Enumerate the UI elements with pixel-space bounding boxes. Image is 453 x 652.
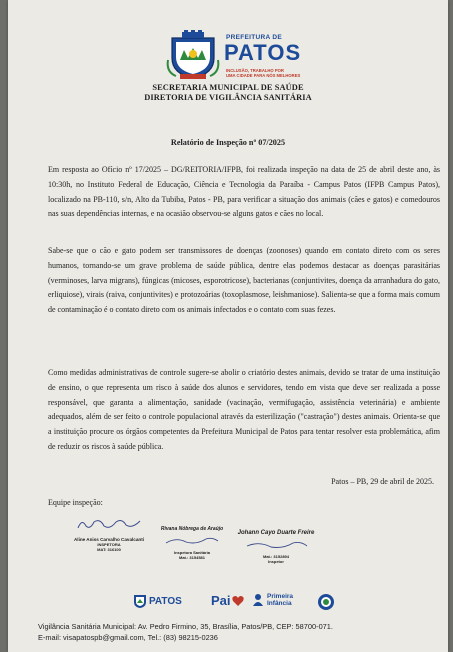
- document-header: [8, 83, 448, 103]
- signatory-3-name: Johann Cayo Duarte Freire: [237, 530, 315, 536]
- footer-logo-patos-text: PATOS: [149, 595, 182, 607]
- signatory-1-name: Aline Aniss Carvalho Cavalcanti: [73, 537, 145, 542]
- date-line: Patos – PB, 29 de abril de 2025.: [331, 477, 434, 486]
- brand-small: PREFEITURA DE: [226, 34, 283, 41]
- signatory-1-role: INSPETORA: [97, 542, 121, 547]
- signature-block-1: [64, 516, 154, 552]
- signature-block-2: [152, 526, 232, 560]
- footer-logo-pai-text: Pai: [211, 593, 231, 608]
- secretaria-heading: SECRETARIA MUNICIPAL DE SAÚDE: [152, 83, 304, 92]
- city-crest-icon: [166, 30, 220, 80]
- signature-block-3: [226, 530, 326, 564]
- signatory-2-name: Rivana Nóbrega de Araújo: [160, 526, 224, 532]
- brand-tagline-line-2: UMA CIDADE PARA NÓS MELHORES: [226, 73, 301, 78]
- signatory-3-mat: Mat.: 3152894: [262, 554, 289, 559]
- footer-contact: E-mail: visapatospb@gmail.com, Tel.: (83) 98215-0236: [38, 633, 218, 642]
- team-label: Equipe inspeção:: [48, 498, 103, 507]
- signatory-1-mat: MAT: 316100: [97, 547, 121, 552]
- paragraph-1: Em resposta ao Ofício nº 17/2025 – DG/REITORIA/IFPB, foi realizada inspeção na data de 25 de abril deste ano, às 10:30h, no Instituto Federal de Educação, Ciência e Tecnologia da Paraíba - Campus Patos (IFPB Campus Patos), localizado na PB-110, s/n, Alto da Tubiba, Patos - PB, para verificar a situação dos animais (cães e gatos) e comedouros nas suas dependências internas, e na ocasião observou-se alguns gatos e cães no local.: [48, 165, 440, 219]
- paragraph-2: Sabe-se que o cão e gato podem ser transmissores de doenças (zoonoses) quando em contato direto com os seres humanos, tornando-se um grave problema de saúde pública, dentre elas podemos destacar as doenças parasitárias (verminoses, larva migrans), fúngicas (micoses, esporotricose), bacterianas (conjuntivites, doença da arranhadura do gato, erliquiose), virais (raiva, conjuntivites) e protozoárias (toxoplasmose, leishmaniose). Salienta-se que a forma mais comum de contaminação é o contato direto com os animais infectados e o contato com suas fezes.: [48, 246, 440, 315]
- brand-tagline: [226, 68, 306, 78]
- municipal-seal-icon: [317, 593, 335, 611]
- diretoria-heading: DIRETORIA DE VIGILÂNCIA SANITÁRIA: [144, 93, 312, 102]
- heart-icon: [232, 595, 244, 607]
- child-icon: [251, 593, 265, 607]
- handwritten-signature-1: [74, 516, 144, 532]
- brand-name: PATOS: [224, 40, 302, 65]
- footer-logo-primeira-infancia-text: Primeira Infância: [267, 593, 294, 607]
- brand-tagline-line-1: INCLUSÃO, TRABALHO POR: [226, 68, 284, 73]
- footer-address: Vigilância Sanitária Municipal: Av. Pedro Firmino, 35, Brasília, Patos/PB, CEP: 58700-071.: [38, 622, 333, 631]
- paragraph-3: Como medidas administrativas de controle sugere-se abolir o criatório destes animais, devido se tratar de uma instituição de ensino, o que representa um risco à saúde dos alunos e servidores, tendo em vista que deve ser realizada a posse responsável, que garanta a alimentação, sanidade (vacinação, vermifugação, assistência veterinária) e ambiente adequados, além de ser feito o controle populacional através da esterilização ("castração") destes animais. Orienta-se que a instituição procure os órgãos competentes da Prefeitura Municipal de Patos para tentar resolver esta problemática, afim de reduzir os riscos à saúde pública.: [48, 368, 440, 451]
- footer-logo-patos: [133, 593, 182, 609]
- document-page: [8, 0, 448, 652]
- report-title: Relatório de Inspeção nº 07/2025: [170, 138, 286, 147]
- handwritten-signature-3: [241, 541, 311, 549]
- footer-logos: [133, 593, 353, 615]
- footer-logo-seal: [317, 593, 335, 611]
- footer-logo-primeira-infancia: [251, 593, 307, 607]
- footer-logo-pai: [211, 593, 244, 608]
- handwritten-signature-2: [162, 537, 222, 545]
- signatory-3-role: Inspetor: [268, 559, 284, 564]
- signatory-2-role: Inspetora Sanitária: [173, 550, 210, 555]
- crest-small-icon: [133, 593, 147, 609]
- signatory-2-mat: Mat.: 3154581: [178, 555, 205, 560]
- prefeitura-logo: [166, 30, 316, 82]
